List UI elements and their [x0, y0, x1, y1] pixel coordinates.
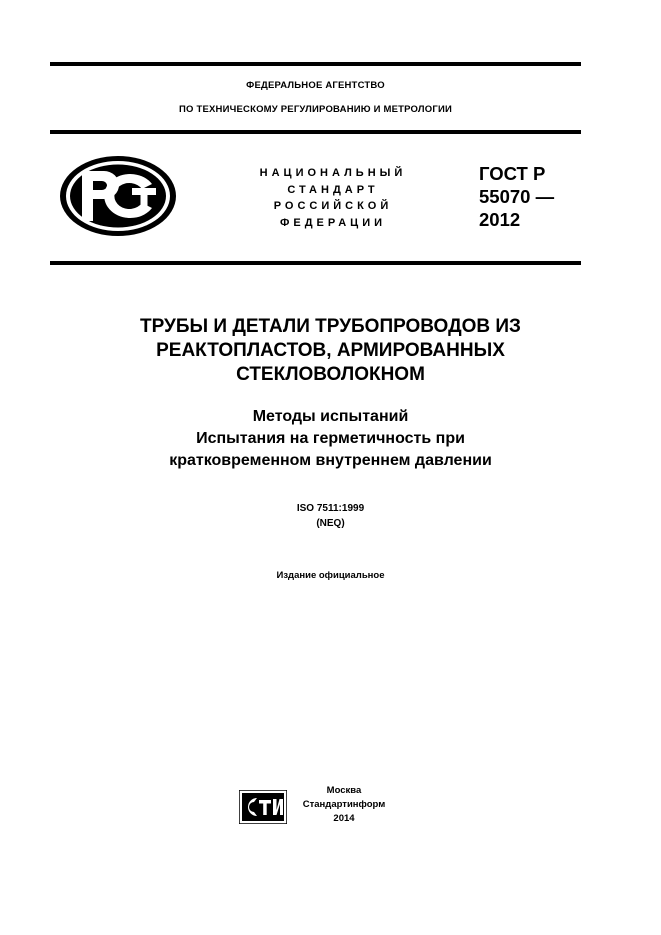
iso-number: ISO 7511:1999 — [296, 503, 365, 514]
publisher-name: Стандартинформ — [302, 799, 386, 810]
designation-line-2: 55070 — — [479, 186, 555, 207]
subtitle-line-3: кратковременном внутреннем давлении — [169, 452, 492, 469]
subtitle-line-2: Испытания на герметичность при — [196, 430, 465, 447]
designation-line-1: ГОСТ Р — [479, 163, 546, 184]
rst-certification-mark-icon — [58, 154, 178, 238]
title-line-3: СТЕКЛОВОЛОКНОМ — [236, 364, 425, 385]
national-standard-line-3: РОССИЙСКОЙ — [273, 200, 393, 212]
iso-equivalence: (NEQ) — [316, 518, 345, 529]
subtitle-line-1: Методы испытаний — [252, 408, 409, 425]
designation-line-3: 2012 — [479, 209, 521, 230]
publisher-block — [292, 784, 396, 826]
standard-designation — [479, 162, 554, 231]
standartinform-logo-icon — [239, 790, 287, 824]
agency-line-1: ФЕДЕРАЛЬНОЕ АГЕНТСТВО — [246, 80, 385, 91]
top-rule — [50, 62, 581, 66]
national-standard-line-1: НАЦИОНАЛЬНЫЙ — [259, 167, 407, 179]
document-subtitle — [50, 406, 611, 472]
title-line-2: РЕАКТОПЛАСТОВ, АРМИРОВАННЫХ — [156, 340, 505, 361]
bottom-rule — [50, 261, 581, 265]
publication-year: 2014 — [333, 813, 355, 824]
publisher-city: Москва — [326, 785, 362, 796]
edition-label: Издание официальное — [276, 570, 385, 581]
iso-reference — [50, 501, 611, 531]
national-standard-label — [238, 165, 428, 231]
document-title — [50, 315, 611, 387]
national-standard-line-4: ФЕДЕРАЦИИ — [279, 216, 387, 229]
agency-line-2: ПО ТЕХНИЧЕСКОМУ РЕГУЛИРОВАНИЮ И МЕТРОЛОГИИ — [179, 104, 452, 115]
national-standard-line-2: СТАНДАРТ — [287, 183, 379, 196]
title-line-1: ТРУБЫ И ДЕТАЛИ ТРУБОПРОВОДОВ ИЗ — [140, 316, 521, 337]
middle-rule — [50, 130, 581, 134]
